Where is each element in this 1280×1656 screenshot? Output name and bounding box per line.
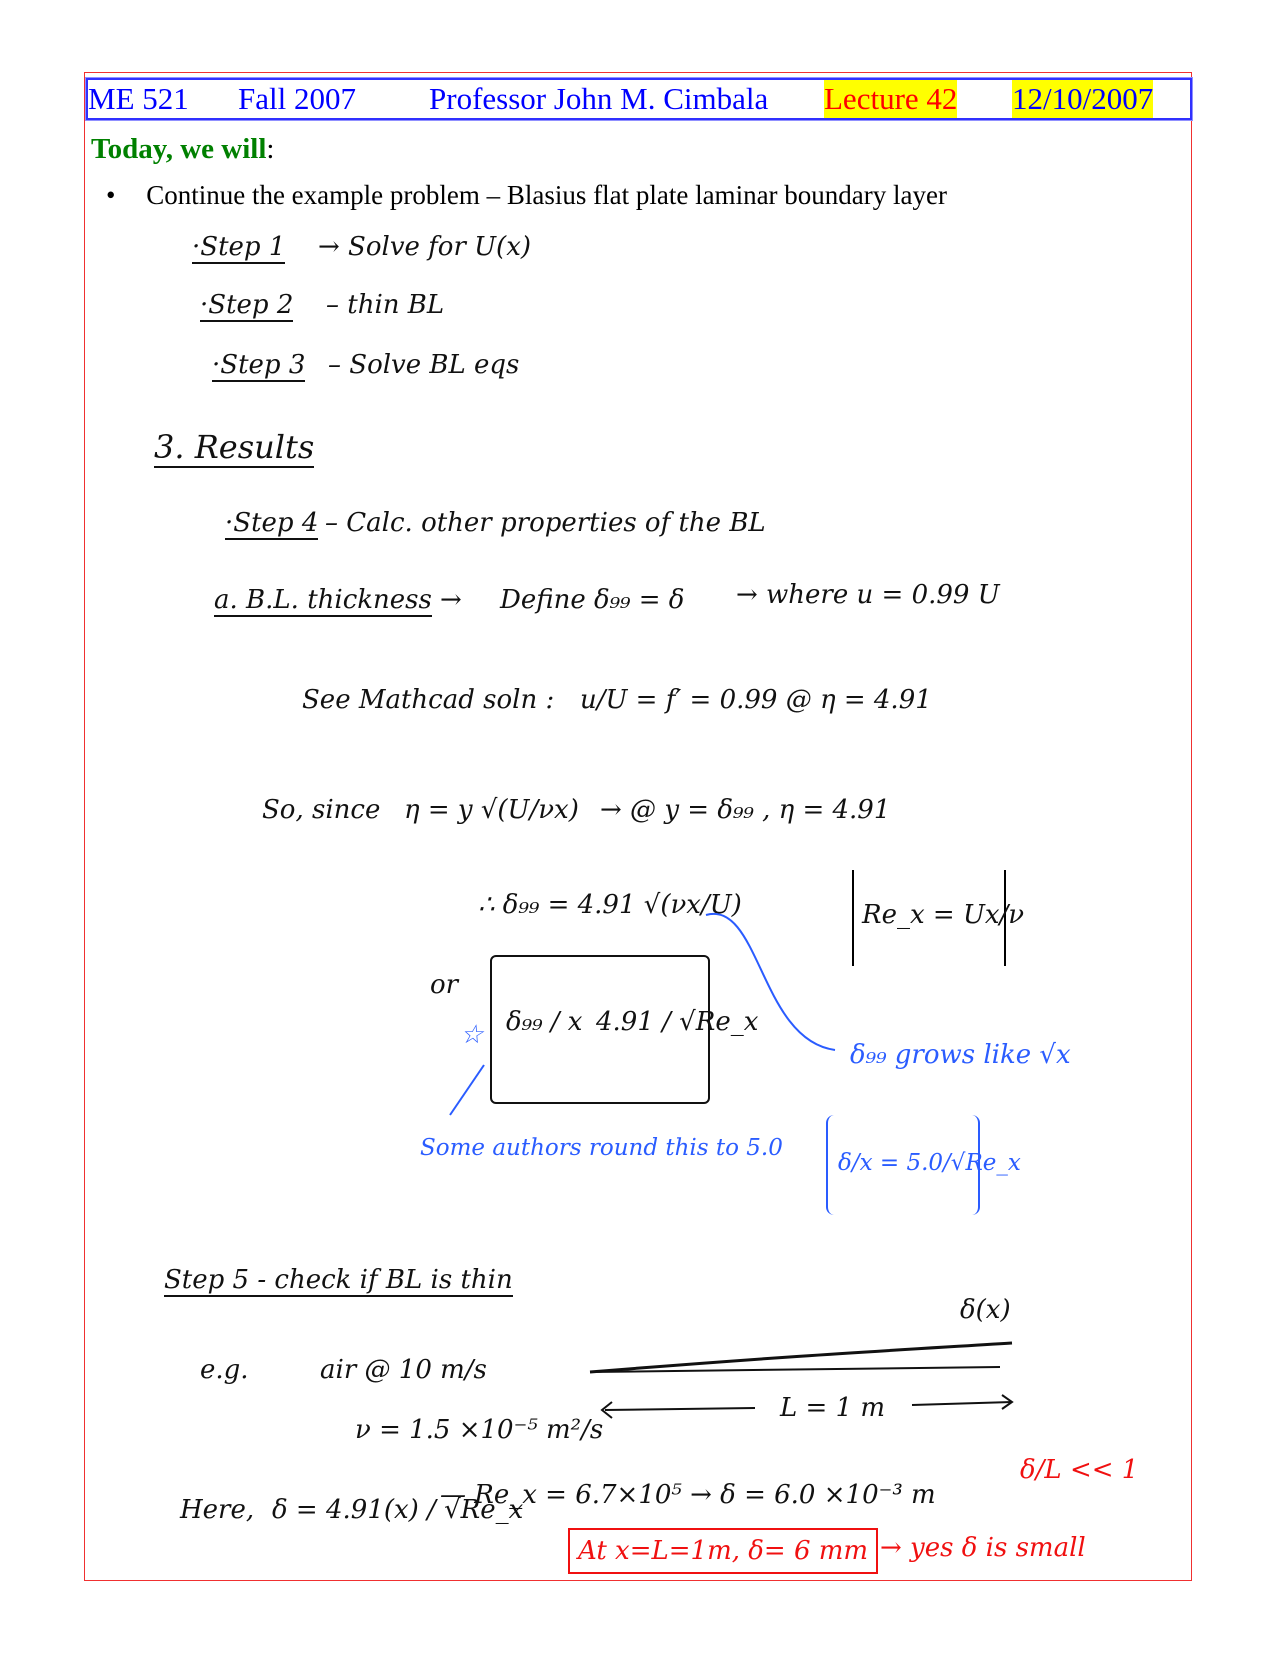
grows-like-sqrt-x: δ₉₉ grows like √x [850, 1040, 1071, 1070]
bl-thickness-label: a. B.L. thickness [214, 585, 432, 615]
so-since: So, since [262, 795, 381, 825]
date: 12/10/2007 [1012, 81, 1154, 116]
delta-formula: δ = 4.91(x) / √Re_x [272, 1495, 524, 1525]
step3-label: ·Step 3 [212, 350, 306, 380]
delta-equation: ∴ δ₉₉ = 4.91 √(νx/U) [478, 890, 742, 920]
boxed-lhs: δ₉₉ / x [506, 1007, 583, 1037]
step1-text: → Solve for U(x) [318, 232, 532, 262]
where-u: → where u = 0.99 U [736, 580, 1000, 610]
boxed-rhs: 4.91 / √Re_x [596, 1007, 759, 1037]
step2-label: ·Step 2 [200, 290, 294, 320]
reynolds-value: — Re_x = 6.7×10⁵ → δ = 6.0 ×10⁻³ m [440, 1480, 936, 1510]
reynolds-definition: Re_x = Ux/ν [862, 900, 1025, 930]
step3-text: – Solve BL eqs [328, 350, 520, 380]
lecture-number: Lecture 42 [824, 81, 958, 116]
ratio-small: δ/L << 1 [1020, 1455, 1139, 1485]
conclusion: → yes δ is small [880, 1533, 1086, 1563]
colon: : [266, 133, 275, 165]
delta-x-label: δ(x) [960, 1295, 1011, 1325]
arrow: → [440, 585, 462, 615]
velocity-ratio: u/U = f′ = 0.99 @ η = 4.91 [580, 685, 932, 715]
step1-label: ·Step 1 [192, 232, 286, 262]
or-label: or [430, 970, 459, 1000]
bullet-text: Continue the example problem – Blasius flat plate laminar boundary layer [146, 180, 947, 210]
eta-equation: η = y √(U/νx) [404, 795, 579, 825]
authors-note: Some authors round this to 5.0 [420, 1135, 783, 1161]
air-speed: air @ 10 m/s [320, 1355, 487, 1385]
professor: Professor John M. Cimbala [429, 81, 769, 116]
step4-text: – Calc. other properties of the BL [325, 508, 766, 538]
define-delta: Define δ₉₉ = δ [500, 585, 685, 615]
step5-heading: Step 5 - check if BL is thin [164, 1265, 513, 1295]
bullet-item: • Continue the example problem – Blasius flat plate laminar boundary layer [106, 180, 947, 210]
term: Fall 2007 [238, 81, 356, 116]
plate-length: L = 1 m [780, 1393, 886, 1423]
star-icon: ☆ [460, 1020, 484, 1050]
alt-formula: δ/x = 5.0/√Re_x [838, 1150, 1021, 1176]
results-heading: 3. Results [154, 428, 315, 466]
eta-at-delta: → @ y = δ₉₉ , η = 4.91 [600, 795, 891, 825]
see-mathcad: See Mathcad soln : [302, 685, 555, 715]
course: ME 521 [88, 81, 189, 116]
heading-text: Today, we will [91, 133, 267, 165]
viscosity: ν = 1.5 ×10⁻⁵ m²/s [355, 1415, 604, 1445]
eg-label: e.g. [200, 1355, 249, 1385]
result-box: At x=L=1m, δ= 6 mm [568, 1528, 878, 1574]
here-label: Here, [180, 1495, 255, 1525]
step2-text: – thin BL [326, 290, 445, 320]
step4-label: ·Step 4 [225, 508, 319, 538]
